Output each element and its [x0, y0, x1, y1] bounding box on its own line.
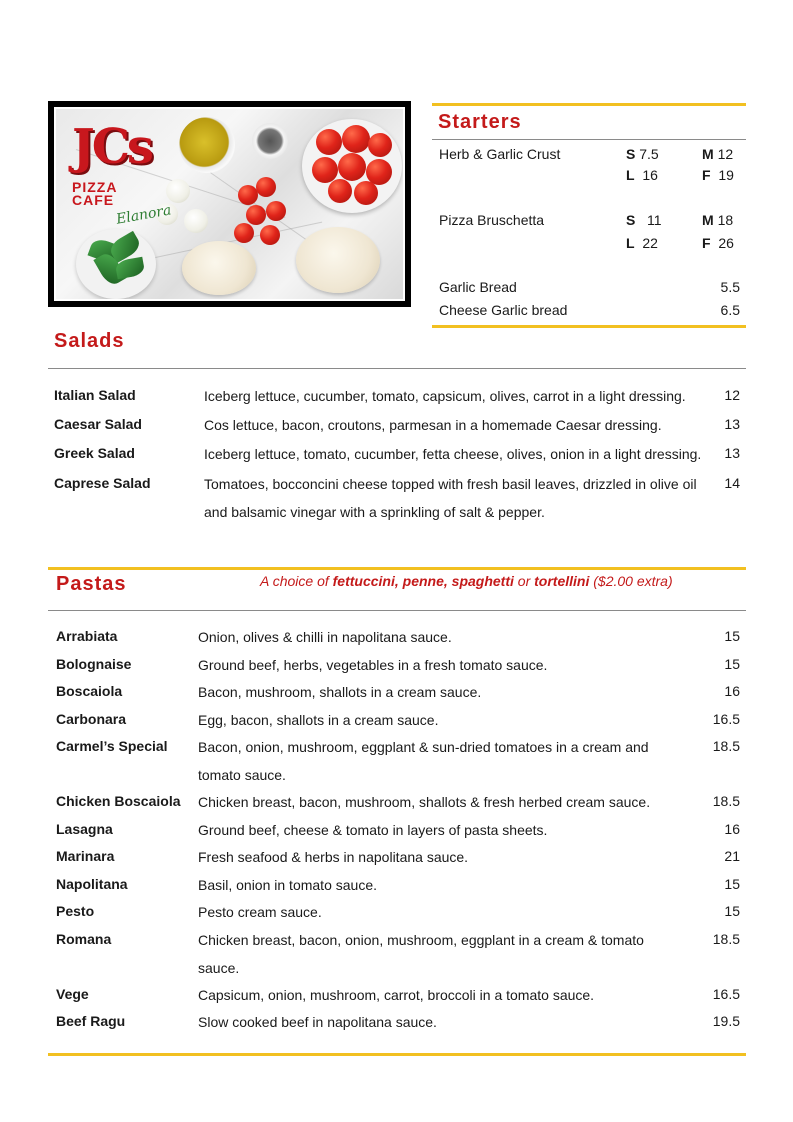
item-price: 18.5	[712, 793, 740, 809]
starter-price-s: S 7.5	[626, 146, 659, 162]
item-description: Pesto cream sauce.	[198, 904, 322, 920]
item-name: Italian Salad	[54, 387, 136, 403]
item-description: Bacon, onion, mushroom, eggplant & sun-dried tomatoes in a cream and tomato sauce.	[198, 739, 649, 783]
item-name: Napolitana	[56, 876, 128, 892]
item-name: Caesar Salad	[54, 416, 142, 432]
item-price: 16	[724, 683, 740, 699]
pasta-choice-note: A choice of fettuccini, penne, spaghetti or tortellini ($2.00 extra)	[260, 573, 673, 589]
starter-price-m: M 12	[702, 146, 734, 162]
starters-section	[432, 103, 746, 328]
item-price: 13	[724, 445, 740, 461]
item-description: Egg, bacon, shallots in a cream sauce.	[198, 712, 439, 728]
item-name: Carmel’s Special	[56, 738, 168, 754]
item-price: 16	[724, 821, 740, 837]
item-price: 21	[724, 848, 740, 864]
olive-oil-bowl	[179, 117, 235, 173]
logo-brand: JCs	[72, 119, 151, 175]
salads-title: Salads	[54, 330, 125, 352]
starter-name: Garlic Bread	[439, 279, 517, 295]
item-price: 19.5	[712, 1013, 740, 1029]
divider	[48, 368, 746, 369]
item-price: 14	[724, 475, 740, 491]
item-description: Ground beef, herbs, vegetables in a fresh tomato sauce.	[198, 657, 548, 673]
item-price: 12	[724, 387, 740, 403]
starter-price-f: F 26	[702, 235, 734, 251]
starter-name: Herb & Garlic Crust	[439, 146, 561, 162]
starter-price: 5.5	[720, 279, 740, 295]
starter-price-f: F 19	[702, 167, 734, 183]
item-name: Romana	[56, 931, 112, 947]
pepper-bowl	[252, 123, 288, 159]
pastas-title: Pastas	[56, 573, 127, 595]
item-description: Tomatoes, bocconcini cheese topped with fresh basil leaves, drizzled in olive oil and balsamic vinegar with a sprinkling of salt & pepper.	[204, 476, 697, 520]
item-description: Chicken breast, bacon, mushroom, shallots & fresh herbed cream sauce.	[198, 794, 651, 810]
item-price: 13	[724, 416, 740, 432]
item-price: 15	[724, 628, 740, 644]
item-name: Lasagna	[56, 821, 113, 837]
item-price: 15	[724, 876, 740, 892]
starters-title: Starters	[438, 111, 522, 133]
starter-name: Cheese Garlic bread	[439, 302, 568, 318]
item-description: Capsicum, onion, mushroom, carrot, broccoli in a tomato sauce.	[198, 987, 595, 1003]
item-price: 16.5	[712, 986, 740, 1002]
item-name: Greek Salad	[54, 445, 135, 461]
item-description: Iceberg lettuce, cucumber, tomato, capsicum, olives, carrot in a light dressing.	[204, 388, 686, 404]
item-name: Vege	[56, 986, 89, 1002]
divider	[432, 139, 746, 140]
item-price: 15	[724, 903, 740, 919]
item-description: Basil, onion in tomato sauce.	[198, 877, 377, 893]
item-description: Ground beef, cheese & tomato in layers of pasta sheets.	[198, 822, 548, 838]
starter-price: 6.5	[720, 302, 740, 318]
item-name: Marinara	[56, 848, 115, 864]
starter-price-s: S 11	[626, 212, 662, 228]
item-name: Beef Ragu	[56, 1013, 126, 1029]
item-description: Bacon, mushroom, shallots in a cream sauce.	[198, 684, 482, 700]
starter-price-l: L 22	[626, 235, 658, 251]
item-name: Caprese Salad	[54, 475, 151, 491]
item-name: Chicken Boscaiola	[56, 793, 181, 809]
logo-pizza-cafe: PIZZA CAFE	[72, 179, 118, 208]
item-description: Slow cooked beef in napolitana sauce.	[198, 1014, 437, 1030]
logo-photo	[54, 107, 405, 301]
starter-price-l: L 16	[626, 167, 658, 183]
item-name: Bolognaise	[56, 656, 132, 672]
item-price: 15	[724, 656, 740, 672]
item-price: 18.5	[712, 931, 740, 947]
tomato-bowl	[302, 119, 402, 213]
item-name: Pesto	[56, 903, 95, 919]
divider	[48, 610, 746, 611]
starter-name: Pizza Bruschetta	[439, 212, 545, 228]
item-name: Carbonara	[56, 711, 127, 727]
item-description: Iceberg lettuce, tomato, cucumber, fetta cheese, olives, onion in a light dressing.	[204, 446, 702, 462]
item-description: Cos lettuce, bacon, croutons, parmesan in a homemade Caesar dressing.	[204, 417, 662, 433]
divider	[48, 1053, 746, 1056]
basil-bowl	[76, 229, 156, 299]
item-name: Boscaiola	[56, 683, 123, 699]
logo-signature: Elanora	[115, 202, 173, 228]
item-description: Fresh seafood & herbs in napolitana sauce.	[198, 849, 469, 865]
divider	[48, 567, 746, 570]
starter-price-m: M 18	[702, 212, 734, 228]
item-description: Onion, olives & chilli in napolitana sauce.	[198, 629, 452, 645]
logo-image	[48, 101, 411, 307]
item-description: Chicken breast, bacon, onion, mushroom, eggplant in a cream & tomato sauce.	[198, 932, 644, 976]
item-name: Arrabiata	[56, 628, 118, 644]
item-price: 18.5	[712, 738, 740, 754]
item-price: 16.5	[712, 711, 740, 727]
